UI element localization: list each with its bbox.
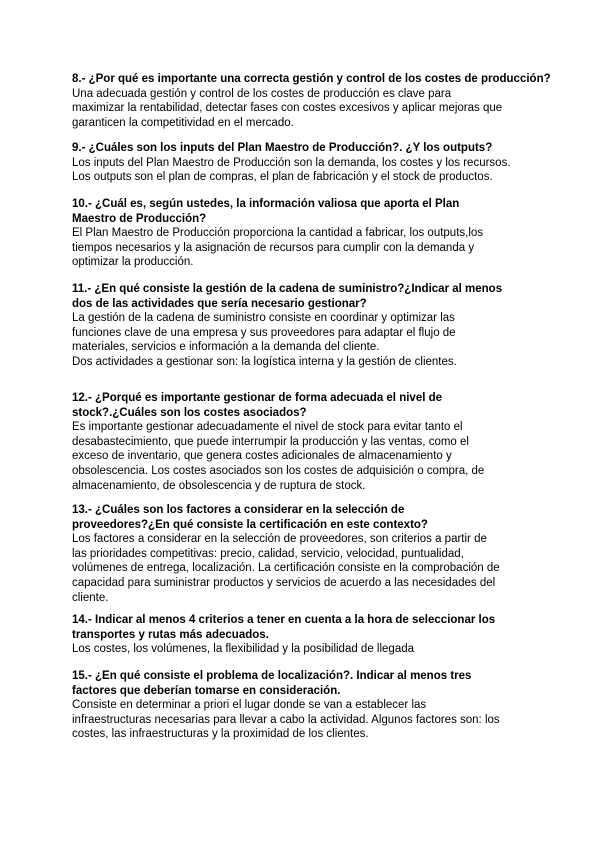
question-title: 15.- ¿En qué consiste el problema de localización?. Indicar al menos tres factores que deberían tomarse en consideración. bbox=[72, 670, 472, 697]
question-14 bbox=[72, 613, 552, 657]
question-11 bbox=[72, 282, 552, 370]
question-title: 11.- ¿En qué consiste la gestión de la cadena de suministro?¿Indicar al menos dos de las actividades que sería necesario gestionar? bbox=[72, 283, 503, 310]
question-10 bbox=[72, 197, 552, 270]
question-answer: Los inputs del Plan Maestro de Producción son la demanda, los costes y los recursos. Los outputs son el plan de compras, el plan de fabricación y el stock de productos. bbox=[72, 156, 511, 184]
question-answer: Los costes, los volúmenes, la flexibilidad y la posibilidad de llegada bbox=[72, 643, 415, 656]
question-title: 10.- ¿Cuál es, según ustedes, la información valiosa que aporta el Plan Maestro de Producción? bbox=[72, 198, 460, 225]
question-title: 13.- ¿Cuáles son los factores a considerar en la selección de proveedores?¿En qué consiste la certificación en este contexto? bbox=[72, 504, 428, 531]
question-title: 8.- ¿Por qué es importante una correcta gestión y control de los costes de producción? bbox=[72, 73, 551, 85]
question-title: 12.- ¿Porqué es importante gestionar de forma adecuada el nivel de stock?.¿Cuáles son los costes asociados? bbox=[72, 392, 443, 419]
question-8 bbox=[72, 72, 552, 130]
question-answer: La gestión de la cadena de suministro consiste en coordinar y optimizar las funciones clave de una empresa y sus proveedores para adaptar el flujo de materiales, servicios e información a la demanda del cliente. Dos actividades a gestionar son: la logística interna y la gestión de clientes. bbox=[72, 312, 457, 368]
question-answer: El Plan Maestro de Producción proporciona la cantidad a fabricar, los outputs,los tiempos necesarios y la asignación de recursos para cumplir con la demanda y optimizar la producción. bbox=[72, 227, 484, 269]
question-title: 14.- Indicar al menos 4 criterios a tener en cuenta a la hora de seleccionar los transportes y rutas más adecuados. bbox=[72, 614, 496, 641]
question-12 bbox=[72, 391, 552, 493]
question-9 bbox=[72, 141, 552, 185]
question-answer: Es importante gestionar adecuadamente el nivel de stock para evitar tanto el desabastecimiento, que puede interrumpir la producción y las ventas, como el exceso de inventario, que genera costes adicionales de almacenamiento y obsolescencia. Los costes asociados son los costes de adquisición o compra, de almacenamiento, de obsolescencia y de ruptura de stock. bbox=[72, 421, 485, 492]
question-15 bbox=[72, 669, 552, 742]
question-13 bbox=[72, 503, 552, 605]
question-answer: Los factores a considerar en la selección de proveedores, son criterios a partir de las prioridades competitivas: precio, calidad, servicio, velocidad, puntualidad, volúmenes de entrega, localización. La certificación consiste en la comprobación de capacidad para suministrar productos y servicios de acuerdo a las necesidades del cliente. bbox=[72, 533, 500, 604]
question-answer: Consiste en determinar a priori el lugar donde se van a establecer las infraestructuras necesarias para llevar a cabo la actividad. Algunos factores son: los costes, las infraestructuras y la proximidad de los clientes. bbox=[72, 699, 500, 741]
question-title: 9.- ¿Cuáles son los inputs del Plan Maestro de Producción?. ¿Y los outputs? bbox=[72, 142, 493, 154]
question-answer: Una adecuada gestión y control de los costes de producción es clave para maximizar la rentabilidad, detectar fases con costes excesivos y aplicar mejoras que garanticen la competitividad en el mercado. bbox=[72, 87, 503, 129]
